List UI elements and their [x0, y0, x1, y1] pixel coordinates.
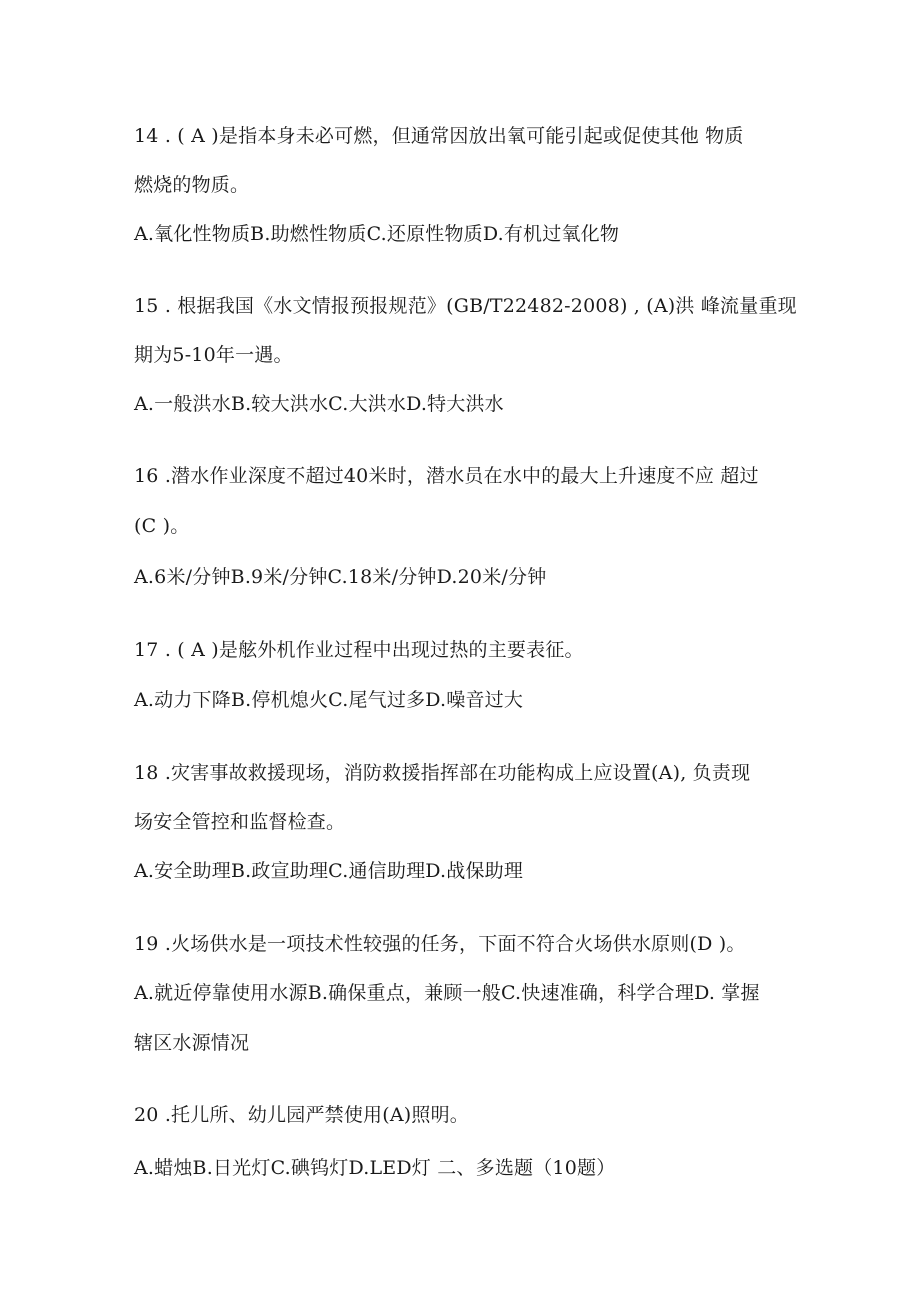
question-16-line-2: (C )。 — [134, 515, 190, 537]
question-16-options: A.6米/分钟B.9米/分钟C.18米/分钟D.20米/分钟 — [134, 566, 547, 588]
question-17-line-1: 17 . ( A )是舷外机作业过程中出现过热的主要表征。 — [134, 639, 584, 661]
question-18-line-2: 场安全管控和监督检查。 — [134, 811, 346, 833]
question-14-line-2: 燃烧的物质。 — [134, 174, 250, 196]
question-19-options-line-1: A.就近停靠使用水源B.确保重点，兼顾一般C.快速准确，科学合理D. 掌握 — [134, 982, 760, 1004]
question-20-line-1: 20 .托儿所、幼儿园严禁使用(A)照明。 — [134, 1104, 470, 1126]
question-18-options: A.安全助理B.政宣助理C.通信助理D.战保助理 — [134, 860, 524, 882]
question-15-line-2: 期为5-10年一遇。 — [134, 344, 293, 366]
question-16-line-1: 16 .潜水作业深度不超过40米时，潜水员在水中的最大上升速度不应 超过 — [134, 465, 759, 487]
question-19-line-1: 19 .火场供水是一项技术性较强的任务，下面不符合火场供水原则(D )。 — [134, 933, 746, 955]
question-17-options: A.动力下降B.停机熄火C.尾气过多D.噪音过大 — [134, 689, 524, 711]
question-18-line-1: 18 .灾害事故救援现场，消防救援指挥部在功能构成上应设置(A), 负责现 — [134, 762, 751, 784]
question-20-options: A.蜡烛B.日光灯C.碘钨灯D.LED灯 二、多选题（10题） — [134, 1157, 616, 1179]
question-15-line-1: 15 . 根据我国《水文情报预报规范》(GB/T22482-2008) , (A)洪 峰流量重现 — [134, 295, 797, 317]
question-15-options: A.一般洪水B.较大洪水C.大洪水D.特大洪水 — [134, 393, 504, 415]
question-14-line-1: 14 . ( A )是指本身未必可燃，但通常因放出氧可能引起或促使其他 物质 — [134, 125, 744, 147]
question-19-options-line-2: 辖区水源情况 — [134, 1032, 250, 1054]
question-14-options: A.氧化性物质B.助燃性物质C.还原性物质D.有机过氧化物 — [134, 223, 620, 245]
